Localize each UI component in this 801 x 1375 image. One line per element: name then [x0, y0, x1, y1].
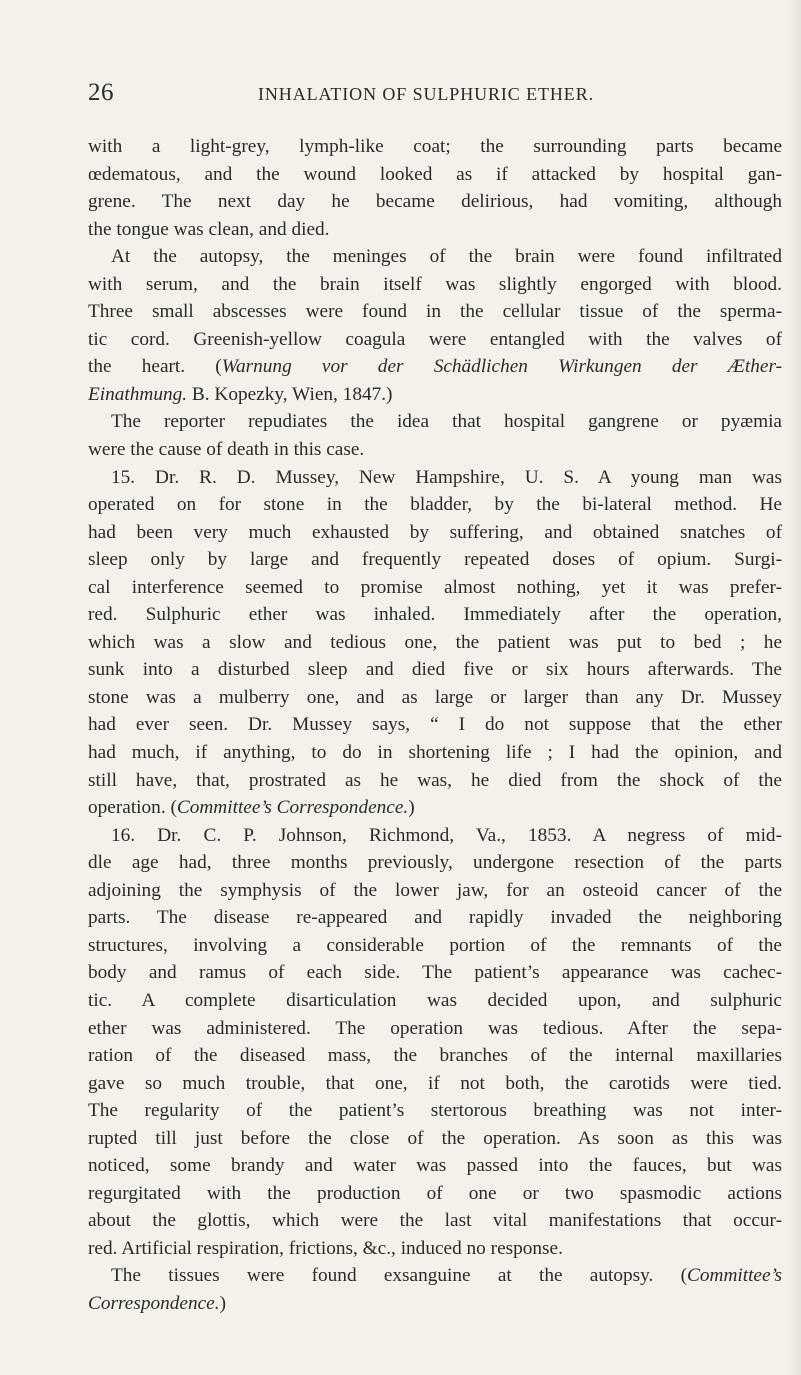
- text-line: ether was administered. The operation was tedious. After the sepa-: [88, 1017, 782, 1039]
- text-line: The reporter repudiates the idea that hospital gangrene or pyæmia: [111, 411, 782, 433]
- text-line: grene. The next day he became delirious, had vomiting, although: [88, 191, 782, 213]
- running-head: INHALATION OF SULPHURIC ETHER.: [258, 84, 594, 104]
- text-segment: ): [219, 1292, 226, 1314]
- text-line: body and ramus of each side. The patient’s appearance was cachec-: [88, 962, 782, 984]
- text-line: still have, that, prostrated as he was, he died from the shock of the: [88, 769, 782, 791]
- text-line: operated on for stone in the bladder, by the bi-lateral method. He: [88, 494, 782, 516]
- text-line: noticed, some brandy and water was passed into the fauces, but was: [88, 1155, 782, 1177]
- text-line: had been very much exhausted by suffering, and obtained snatches of: [88, 521, 782, 543]
- text-line: 16. Dr. C. P. Johnson, Richmond, Va., 1853. A negress of mid-: [111, 824, 782, 846]
- text-line: tic cord. Greenish-yellow coagula were entangled with the valves of: [88, 328, 782, 350]
- text-line: sunk into a disturbed sleep and died five or six hours afterwards. The: [88, 659, 782, 681]
- italic-citation: Committee’s Correspondence.: [176, 797, 409, 819]
- text-segment: ): [408, 797, 415, 819]
- page-header: [0, 79, 801, 115]
- page-edge-shadow: [787, 0, 801, 1375]
- text-line: cal interference seemed to promise almost nothing, yet it was prefer-: [88, 576, 782, 598]
- text-line: red. Artificial respiration, frictions, &c., induced no response.: [88, 1237, 563, 1259]
- text-line: adjoining the symphysis of the lower jaw, for an osteoid cancer of the: [88, 879, 782, 901]
- text-segment: The tissues were found exsanguine at the autopsy. (: [111, 1265, 688, 1287]
- text-segment: B. Kopezky, Wien, 1847.): [187, 383, 393, 405]
- text-line: had ever seen. Dr. Mussey says, “ I do not suppose that the ether: [88, 714, 782, 736]
- text-line: tic. A complete disarticulation was decided upon, and sulphuric: [88, 989, 782, 1011]
- text-line: regurgitated with the production of one or two spasmodic actions: [88, 1182, 782, 1204]
- text-line: with serum, and the brain itself was slightly engorged with blood.: [88, 273, 782, 295]
- text-line: with a light-grey, lymph-like coat; the surrounding parts became: [88, 136, 782, 157]
- text-line: [88, 381, 782, 409]
- text-line: [88, 353, 782, 381]
- text-line: [88, 794, 782, 822]
- text-line: rupted till just before the close of the operation. As soon as this was: [88, 1127, 782, 1149]
- text-segment: operation. (: [88, 797, 177, 819]
- text-line: At the autopsy, the meninges of the brain were found infiltrated: [111, 246, 782, 268]
- italic-citation: Committee’s: [687, 1265, 782, 1287]
- text-segment: the heart. (: [88, 356, 222, 378]
- text-line: which was a slow and tedious one, the patient was put to bed ; he: [88, 631, 782, 653]
- italic-citation: Einathmung.: [88, 383, 188, 405]
- text-line: structures, involving a considerable portion of the remnants of the: [88, 934, 782, 956]
- body-text: [88, 133, 782, 1318]
- text-line: red. Sulphuric ether was inhaled. Immediately after the operation,: [88, 604, 782, 626]
- text-line: the tongue was clean, and died.: [88, 218, 330, 240]
- italic-citation: Warnung vor der Schädlichen Wirkungen der Æther-: [221, 356, 782, 378]
- text-line: [88, 1262, 782, 1290]
- text-line: about the glottis, which were the last vital manifestations that occur-: [88, 1210, 782, 1232]
- text-line: gave so much trouble, that one, if not both, the carotids were tied.: [88, 1072, 782, 1094]
- text-line: sleep only by large and frequently repeated doses of opium. Surgi-: [88, 549, 782, 571]
- text-line: stone was a mulberry one, and as large or larger than any Dr. Mussey: [88, 686, 782, 708]
- italic-citation: Correspondence.: [88, 1292, 220, 1314]
- text-line: Three small abscesses were found in the cellular tissue of the sperma-: [88, 301, 782, 323]
- text-line: had much, if anything, to do in shortening life ; I had the opinion, and: [88, 742, 782, 764]
- text-line: ration of the diseased mass, the branches of the internal maxillaries: [88, 1045, 782, 1067]
- page-number: 26: [88, 79, 114, 106]
- text-line: œdematous, and the wound looked as if attacked by hospital gan-: [88, 163, 782, 185]
- text-line: The regularity of the patient’s stertorous breathing was not inter-: [88, 1100, 782, 1122]
- text-line: dle age had, three months previously, undergone resection of the parts: [88, 852, 782, 874]
- text-line: parts. The disease re-appeared and rapidly invaded the neighboring: [88, 907, 782, 929]
- text-line: were the cause of death in this case.: [88, 439, 365, 461]
- text-line: [88, 1290, 782, 1318]
- text-line: 15. Dr. R. D. Mussey, New Hampshire, U. S. A young man was: [111, 466, 782, 488]
